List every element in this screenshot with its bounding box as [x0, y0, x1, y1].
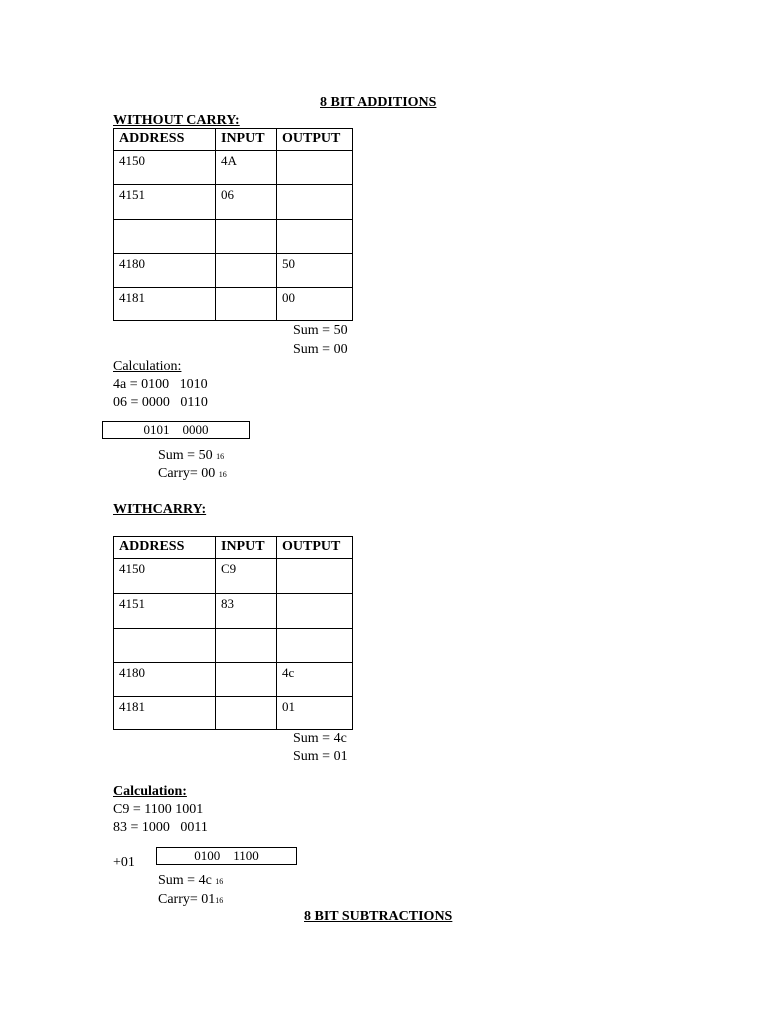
carry-label: +01 — [113, 855, 135, 870]
cell-output: 01 — [277, 697, 353, 730]
cell-input — [216, 663, 277, 697]
cell-address: 4151 — [114, 594, 216, 629]
cell-output — [277, 559, 353, 594]
cell-output — [277, 594, 353, 629]
cell-input: C9 — [216, 559, 277, 594]
cell-input — [216, 288, 277, 321]
table-row — [114, 663, 353, 697]
cell-address: 4180 — [114, 254, 216, 288]
cell-input: 83 — [216, 594, 277, 629]
cell-output: 00 — [277, 288, 353, 321]
sum-result-text: Sum = 50 — [158, 448, 213, 463]
cell-input — [216, 254, 277, 288]
result-box: 0100 1100 — [156, 847, 297, 865]
cell-input — [216, 697, 277, 730]
table-row — [114, 151, 353, 185]
base-subscript: 16 — [218, 470, 227, 479]
table-row — [114, 629, 353, 663]
table-row — [114, 697, 353, 730]
carry-result — [158, 892, 223, 909]
carry-result-text: Carry= 00 — [158, 466, 216, 481]
cell-address: 4150 — [114, 151, 216, 185]
sum-line: Sum = 50 — [293, 323, 348, 338]
header-input: INPUT — [216, 129, 277, 151]
sum-result — [158, 448, 224, 465]
cell-address — [114, 220, 216, 254]
sum-line: Sum = 01 — [293, 749, 348, 764]
cell-output — [277, 220, 353, 254]
cell-address: 4181 — [114, 288, 216, 321]
calculation-line: 06 = 0000 0110 — [113, 395, 208, 410]
sum-line: Sum = 00 — [293, 342, 348, 357]
sum-line: Sum = 4c — [293, 731, 347, 746]
calculation-line: 83 = 1000 0011 — [113, 820, 208, 835]
with-carry-title: WITHCARRY: — [113, 502, 207, 517]
cell-address — [114, 629, 216, 663]
calculation-title: Calculation: — [113, 784, 187, 799]
result-box: 0101 0000 — [102, 421, 250, 439]
table-row — [114, 220, 353, 254]
cell-output: 50 — [277, 254, 353, 288]
carry-result — [158, 466, 227, 483]
header-input: INPUT — [216, 537, 277, 559]
cell-input: 06 — [216, 185, 277, 220]
with-carry-table — [113, 536, 353, 730]
table-row — [114, 594, 353, 629]
base-subscript: 16 — [215, 877, 224, 886]
page-title: 8 BIT ADDITIONS — [320, 95, 437, 110]
header-address: ADDRESS — [114, 129, 216, 151]
table-header-row — [114, 537, 353, 559]
base-subscript: 16 — [215, 896, 224, 905]
table-row — [114, 559, 353, 594]
base-subscript: 16 — [216, 452, 225, 461]
calculation-line: C9 = 1100 1001 — [113, 802, 204, 817]
table-header-row — [114, 129, 353, 151]
table-row — [114, 254, 353, 288]
cell-output — [277, 185, 353, 220]
cell-address: 4181 — [114, 697, 216, 730]
cell-output — [277, 629, 353, 663]
cell-address: 4180 — [114, 663, 216, 697]
header-output: OUTPUT — [277, 129, 353, 151]
calculation-line: 4a = 0100 1010 — [113, 377, 208, 392]
cell-address: 4150 — [114, 559, 216, 594]
without-carry-title: WITHOUT CARRY: — [113, 113, 240, 128]
carry-result-text: Carry= 01 — [158, 892, 216, 907]
table-row — [114, 185, 353, 220]
subtractions-heading: 8 BIT SUBTRACTIONS — [304, 909, 453, 924]
header-output: OUTPUT — [277, 537, 353, 559]
cell-output — [277, 151, 353, 185]
cell-address: 4151 — [114, 185, 216, 220]
sum-result-text: Sum = 4c — [158, 873, 212, 888]
cell-output: 4c — [277, 663, 353, 697]
without-carry-table — [113, 128, 353, 321]
cell-input: 4A — [216, 151, 277, 185]
cell-input — [216, 629, 277, 663]
cell-input — [216, 220, 277, 254]
calculation-title: Calculation: — [113, 359, 182, 374]
table-row — [114, 288, 353, 321]
header-address: ADDRESS — [114, 537, 216, 559]
sum-result — [158, 873, 223, 890]
